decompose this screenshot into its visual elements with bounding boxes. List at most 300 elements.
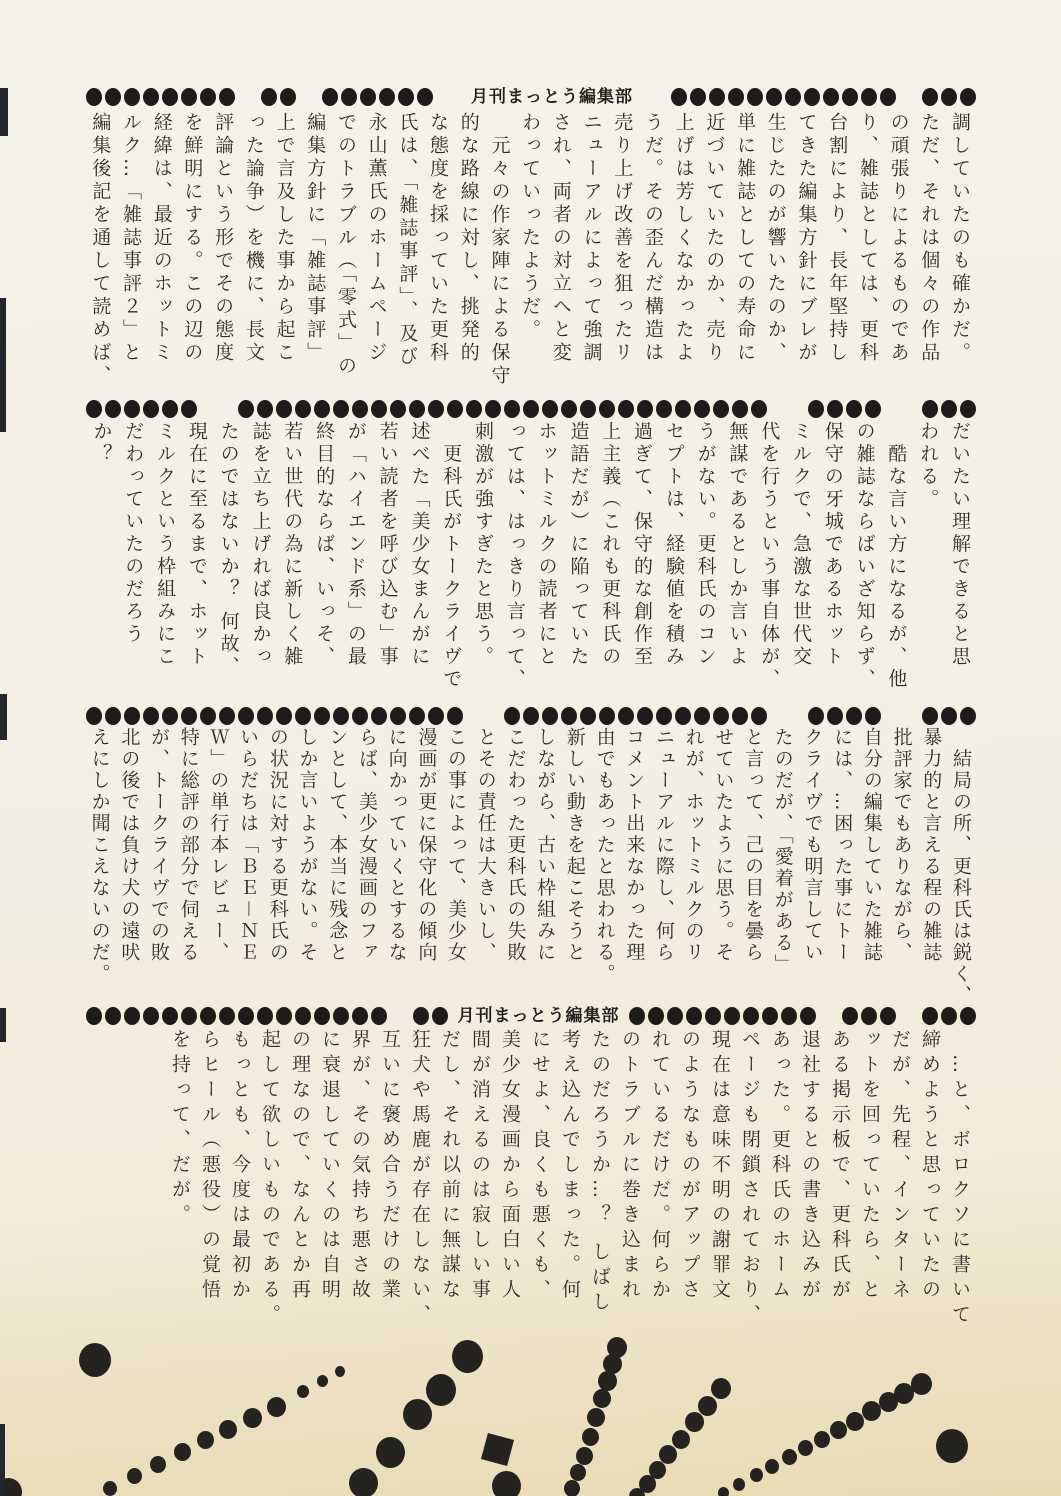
text-column: ットを回っていたら、と xyxy=(859,1029,881,1304)
ray-long-right-dot xyxy=(733,1478,745,1491)
text-column: ンとして、本当に残念と xyxy=(326,727,349,964)
separator-dot xyxy=(743,1007,759,1025)
separator-dot xyxy=(827,707,843,725)
separator-row-top xyxy=(86,87,976,107)
ray-big-column-dot xyxy=(349,1468,378,1496)
text-column: ミルクという枠組みにこ xyxy=(154,421,177,669)
separator-dot xyxy=(200,88,216,106)
separator-dot xyxy=(728,88,744,106)
ray-lower-left-dot xyxy=(267,1397,286,1417)
separator-dot xyxy=(86,88,102,106)
separator-dot xyxy=(808,707,824,725)
separator-dot xyxy=(485,400,501,418)
separator-dot-group xyxy=(86,1007,387,1025)
text-column: ルク…「雑誌事評２」と xyxy=(120,112,143,365)
text-column: この事によって、美少女 xyxy=(445,727,468,964)
separator-row-middle xyxy=(86,1006,976,1026)
ray-long-right-dot xyxy=(879,1392,898,1412)
separator-dot xyxy=(280,88,296,106)
text-column: 保守の牙城であるホット xyxy=(821,421,844,669)
text-column: 述べた「美少女まんがに xyxy=(408,421,431,669)
ray-mid-dot xyxy=(698,1396,717,1416)
separator-dot xyxy=(447,707,463,725)
text-block-2 xyxy=(85,421,975,705)
separator-dot xyxy=(432,1007,448,1025)
text-column: 現在は意味不明の謝罪文 xyxy=(709,1029,731,1304)
ray-lower-left-dot xyxy=(243,1408,262,1428)
separator-dot xyxy=(124,1007,140,1025)
separator-dot xyxy=(276,707,292,725)
separator-dot-group xyxy=(238,400,767,418)
separator-dot-group xyxy=(808,707,881,725)
separator-dot-group xyxy=(629,1007,816,1025)
separator-dot xyxy=(181,707,197,725)
separator-dot xyxy=(295,1007,311,1025)
separator-dot xyxy=(162,1007,178,1025)
ray-steep-dot xyxy=(593,1389,611,1408)
ray-long-right-dot xyxy=(894,1383,914,1404)
separator-dot-group xyxy=(86,707,463,725)
text-block-3 xyxy=(84,727,975,1005)
separator-dots-left xyxy=(86,1007,448,1025)
scan-edge-mark xyxy=(0,1424,5,1496)
separator-dot xyxy=(105,707,121,725)
separator-dot xyxy=(694,707,710,725)
text-column: 無謀であるとしか言いよ xyxy=(726,421,749,669)
separator-dot xyxy=(747,88,763,106)
separator-dot xyxy=(846,707,862,725)
text-column: われる。 xyxy=(917,421,940,511)
separator-dot xyxy=(781,1007,797,1025)
ray-long-right-dot xyxy=(814,1431,830,1448)
separator-dot xyxy=(352,1007,368,1025)
text-column: 暴力的と言える程の雑誌 xyxy=(920,727,943,964)
text-column: な態度を採っていた更科 xyxy=(427,112,450,365)
separator-dot xyxy=(618,400,634,418)
text-column: しながら、古い枠組みに xyxy=(534,727,557,964)
separator-dot xyxy=(295,707,311,725)
text-column: せていたように思う。そ xyxy=(712,727,735,964)
separator-dot xyxy=(808,400,824,418)
separator-dot xyxy=(261,88,277,106)
ray-lower-left-dot xyxy=(174,1443,191,1461)
separator-dot xyxy=(379,88,395,106)
ray-lower-left-dot xyxy=(127,1468,142,1484)
text-column: 自分の編集していた雑誌 xyxy=(860,727,883,964)
separator-dot xyxy=(390,707,406,725)
text-column: てきた編集方針にブレが xyxy=(795,112,818,365)
separator-dot xyxy=(352,400,368,418)
separator-dot xyxy=(713,400,729,418)
text-column: とその責任は大きいし、 xyxy=(474,727,497,964)
separator-dot xyxy=(333,707,349,725)
separator-dot xyxy=(766,88,782,106)
text-column: 評論という形でその態度 xyxy=(212,112,235,365)
text-column: 終目的ならば、いっそ、 xyxy=(313,421,336,669)
text-column: しか言いようがない。そ xyxy=(296,727,319,964)
separator-dot xyxy=(143,1007,159,1025)
separator-dot xyxy=(105,88,121,106)
text-column: たのだろうか…？ しばし xyxy=(589,1029,611,1317)
text-column: 誌を立ち上げれば良かっ xyxy=(249,421,272,669)
separator-dot xyxy=(413,1007,429,1025)
ray-steep-dot xyxy=(570,1464,586,1481)
text-column: Ｗ」の単行本レビュー、 xyxy=(207,727,230,964)
separator-dot xyxy=(804,88,820,106)
text-column: 経緯は、最近のホットミ xyxy=(150,112,173,365)
separator-dot xyxy=(709,88,725,106)
text-column: 批評家でもありながら、 xyxy=(890,727,913,964)
ray-steep-dot xyxy=(576,1447,593,1465)
diamond-shape xyxy=(480,1432,513,1465)
text-column: 上で言及した事から起こ xyxy=(273,112,296,365)
separator-dots-right xyxy=(629,1007,976,1025)
publication-header: 月刊まっとう編集部 xyxy=(471,87,633,107)
separator-dot xyxy=(960,707,976,725)
separator-dot xyxy=(732,400,748,418)
separator-dot xyxy=(371,1007,387,1025)
separator-dot-group xyxy=(922,88,976,106)
text-column: 生じたのが響いたのか、 xyxy=(764,112,787,365)
ray-mid-dot xyxy=(711,1378,731,1399)
text-column: にせよ、良くも悪くも、 xyxy=(529,1029,551,1304)
separator-dot xyxy=(219,88,235,106)
separator-dot xyxy=(629,1007,645,1025)
separator-dot xyxy=(675,400,691,418)
text-column: コメント出来なかった理 xyxy=(623,727,646,964)
text-column: だわっていたのだろう xyxy=(122,421,145,646)
separator-dot xyxy=(295,400,311,418)
separator-dot xyxy=(390,400,406,418)
text-column: の理なので、なんとか再 xyxy=(289,1029,311,1304)
ray-lower-left-dot xyxy=(335,1366,345,1377)
ray-steep-dot xyxy=(587,1408,605,1427)
text-column: に衰退していくのは自明 xyxy=(319,1029,341,1304)
separator-dot xyxy=(648,1007,664,1025)
separator-dot-group xyxy=(413,1007,448,1025)
text-column: れが、ホットミルクのリ xyxy=(682,727,705,964)
ray-lower-left-dot xyxy=(297,1385,309,1398)
separator-dot-group xyxy=(261,88,296,106)
text-column: 特に総評の部分で伺える xyxy=(177,727,200,964)
text-column: 更科氏がトークライヴで xyxy=(440,421,463,691)
ray-lower-left-dot xyxy=(219,1420,237,1439)
ray-long-right-dot xyxy=(798,1440,813,1456)
separator-dot xyxy=(238,400,254,418)
separator-dot xyxy=(86,400,102,418)
text-column: 漫画が更に保守化の傾向 xyxy=(415,727,438,964)
text-column: ニューアルに際し、何ら xyxy=(652,727,675,964)
separator-dot xyxy=(637,400,653,418)
separator-dot xyxy=(257,707,273,725)
ray-below-diamond-dot xyxy=(492,1471,521,1496)
text-column: 上げは芳しくなかったよ xyxy=(672,112,695,365)
scan-edge-mark xyxy=(0,1008,6,1042)
separator-dots-right xyxy=(671,88,976,106)
separator-dot xyxy=(865,707,881,725)
ray-long-right-dot xyxy=(862,1401,881,1421)
text-column: ニューアルによって強調 xyxy=(580,112,603,365)
separator-dot xyxy=(960,1007,976,1025)
text-column: 考え込んでしまった。何 xyxy=(559,1029,581,1304)
ray-steep-dot xyxy=(603,1354,622,1374)
separator-dot-group xyxy=(842,1007,896,1025)
separator-dot xyxy=(447,400,463,418)
text-column: が、トークライヴでの敗 xyxy=(148,727,171,964)
separator-dot xyxy=(200,1007,216,1025)
separator-dot xyxy=(276,400,292,418)
text-column: 若い世代の為に新しく雑 xyxy=(281,421,304,669)
separator-dot xyxy=(842,1007,858,1025)
text-column: うだ。その歪んだ構造は xyxy=(641,112,664,365)
text-column: たのではないか？ 何故、 xyxy=(217,421,240,679)
ray-steep-dot xyxy=(564,1480,580,1496)
text-column: 美少女漫画から面白い人 xyxy=(499,1029,521,1304)
separator-dot xyxy=(724,1007,740,1025)
text-column: ミルクで、急激な世代交 xyxy=(790,421,813,669)
separator-dot-group xyxy=(671,88,896,106)
text-column: 代を行うという事自体が、 xyxy=(758,421,781,691)
ray-long-right-dot xyxy=(750,1468,763,1482)
separator-dot xyxy=(333,400,349,418)
separator-dot xyxy=(409,400,425,418)
text-column: 結局の所、更科氏は鋭く、 xyxy=(950,727,972,1007)
separator-dot xyxy=(143,400,159,418)
text-column: の頑張りによるものであ xyxy=(887,112,910,365)
separator-dot xyxy=(124,707,140,725)
ray-long-right-dot xyxy=(765,1459,779,1474)
separator-dot xyxy=(257,1007,273,1025)
text-column: えにしか聞こえないのだ。 xyxy=(88,727,111,985)
ray-steep-dot xyxy=(598,1371,617,1391)
separator-dot xyxy=(341,88,357,106)
separator-row-2 xyxy=(86,399,976,419)
text-column: 締めようと思っていたの xyxy=(919,1029,941,1304)
ray-left-big-dot-dot xyxy=(79,1343,111,1377)
text-column: …と、ボロクソに書いて xyxy=(949,1029,971,1329)
separator-dot xyxy=(219,1007,235,1025)
text-column: 由でもあったと思われる。 xyxy=(593,727,616,985)
text-column: 過ぎて、保守的な創作至 xyxy=(631,421,654,669)
separator-dot xyxy=(371,707,387,725)
separator-dot xyxy=(751,400,767,418)
separator-dot-group xyxy=(86,88,235,106)
ray-lower-left-dot xyxy=(197,1431,214,1449)
separator-dot xyxy=(705,1007,721,1025)
text-column: だが、先程、インターネ xyxy=(889,1029,911,1304)
text-column: ページも閉鎖されており、 xyxy=(739,1029,761,1329)
text-column: 現在に至るまで、ホット xyxy=(185,421,208,669)
separator-dot xyxy=(322,88,338,106)
separator-dot-group xyxy=(808,400,881,418)
ray-lower-left-dot xyxy=(103,1481,117,1496)
separator-dot xyxy=(785,88,801,106)
separator-dot xyxy=(561,400,577,418)
separator-dot xyxy=(143,88,159,106)
separator-dot xyxy=(200,707,216,725)
text-column: され、両者の対立へと変 xyxy=(549,112,572,365)
separator-dot xyxy=(960,400,976,418)
ray-mid-dot xyxy=(629,1488,645,1496)
text-column: のようなものがアップさ xyxy=(679,1029,701,1304)
separator-dot xyxy=(238,1007,254,1025)
separator-dot xyxy=(922,400,938,418)
text-column: か？ xyxy=(90,421,113,466)
text-column: らヒール（悪役）の覚悟 xyxy=(199,1029,221,1304)
separator-dot xyxy=(105,1007,121,1025)
text-column: の雑誌ならばいざ知らず、 xyxy=(853,421,876,691)
text-column: 新しい動きを起こそうと xyxy=(563,727,586,964)
separator-dot xyxy=(656,707,672,725)
scan-edge-mark xyxy=(0,694,7,740)
text-column: 台割により、長年堅持し xyxy=(826,112,849,365)
text-block-1 xyxy=(85,112,975,402)
ray-mid-dot xyxy=(639,1475,656,1493)
separator-dot-group xyxy=(86,400,197,418)
separator-dot xyxy=(360,88,376,106)
text-column: り、雑誌としては、更科 xyxy=(856,112,879,365)
separator-dot xyxy=(941,1007,957,1025)
separator-dot xyxy=(599,400,615,418)
separator-dot xyxy=(523,707,539,725)
separator-dot xyxy=(124,400,140,418)
separator-dot xyxy=(219,707,235,725)
separator-dot xyxy=(276,1007,292,1025)
separator-dot xyxy=(561,707,577,725)
separator-dot xyxy=(428,400,444,418)
text-column: った論争）を機に、長文 xyxy=(242,112,265,365)
separator-dot xyxy=(124,88,140,106)
separator-dot xyxy=(143,707,159,725)
ray-long-right-dot xyxy=(718,1487,729,1496)
separator-dot xyxy=(409,707,425,725)
separator-dot xyxy=(922,707,938,725)
separator-dot xyxy=(941,400,957,418)
separator-dot xyxy=(580,707,596,725)
separator-dot xyxy=(656,400,672,418)
ray-lower-left-dot xyxy=(150,1456,166,1473)
publication-header-middle: 月刊まっとう編集部 xyxy=(457,1006,620,1026)
text-column: こだわった更科氏の失敗 xyxy=(504,727,527,964)
text-column: ある掲示板で、更科氏が xyxy=(829,1029,851,1304)
separator-dot xyxy=(162,88,178,106)
separator-dot xyxy=(751,707,767,725)
separator-dot xyxy=(800,1007,816,1025)
separator-dot xyxy=(713,707,729,725)
text-column: 起して欲しいものである。 xyxy=(259,1029,281,1329)
separator-dot xyxy=(86,1007,102,1025)
separator-dot xyxy=(637,707,653,725)
text-column: 造語だが）に陥っていた xyxy=(567,421,590,669)
separator-dot-group xyxy=(322,88,433,106)
text-column: れているだけだ。何らか xyxy=(649,1029,671,1304)
separator-dot xyxy=(941,707,957,725)
text-column: 刺激が強すぎたと思う。 xyxy=(472,421,495,669)
text-column: 界が、その気持ち悪さ故 xyxy=(349,1029,371,1304)
ray-big-column-dot xyxy=(403,1399,432,1430)
text-column: うがない。更科氏のコン xyxy=(694,421,717,669)
text-column: 編集方針に「雑誌事評」 xyxy=(304,112,327,365)
text-column: っては、はっきり言って、 xyxy=(503,421,526,691)
separator-dot xyxy=(865,400,881,418)
separator-dot xyxy=(960,88,976,106)
ray-long-right-dot xyxy=(911,1373,932,1395)
text-column: わっていったようだ。 xyxy=(519,112,542,342)
separator-dot xyxy=(398,88,414,106)
ray-lower-left-dot xyxy=(317,1375,328,1387)
text-column: たのだが、「愛着がある」 xyxy=(771,727,794,976)
corner-partial-dot-dot xyxy=(0,1478,22,1496)
text-column: 上主義（これも更科氏の xyxy=(599,421,622,669)
text-column: 元々の作家陣による保守 xyxy=(488,112,511,388)
text-column: 的な路線に対し、挑発的 xyxy=(457,112,480,365)
text-column: だし、それ以前に無謀な xyxy=(439,1029,461,1304)
ray-steep-dot xyxy=(582,1428,599,1446)
separator-dot xyxy=(504,400,520,418)
separator-dot xyxy=(827,400,843,418)
separator-dot xyxy=(675,707,691,725)
text-column: 若い読者を呼び込む」事 xyxy=(376,421,399,669)
separator-dot xyxy=(238,707,254,725)
separator-dot xyxy=(257,400,273,418)
ray-long-right-dot xyxy=(782,1449,797,1465)
separator-dot xyxy=(922,88,938,106)
scan-edge-mark xyxy=(0,298,6,432)
separator-dot xyxy=(162,707,178,725)
separator-dot xyxy=(842,88,858,106)
separator-dot xyxy=(762,1007,778,1025)
scan-edge-mark xyxy=(0,88,8,136)
separator-dot xyxy=(667,1007,683,1025)
text-column: 永山薫氏のホームページ xyxy=(365,112,388,365)
text-column: のトラブルに巻き込まれ xyxy=(619,1029,641,1304)
separator-dot-group xyxy=(922,400,976,418)
separator-dot-group xyxy=(922,1007,976,1025)
text-column: もっとも、今度は最初か xyxy=(229,1029,251,1304)
text-column: でのトラブル（「零式」の xyxy=(334,112,357,379)
text-column: 狂犬や馬鹿が存在しない、 xyxy=(409,1029,431,1329)
separator-dot xyxy=(580,400,596,418)
separator-dot xyxy=(181,88,197,106)
ray-mid-dot xyxy=(659,1445,677,1464)
text-column: 酷な言い方になるが、他 xyxy=(885,421,908,691)
separator-dot xyxy=(671,88,687,106)
separator-dot xyxy=(105,400,121,418)
text-column: だいたい理解できると思 xyxy=(949,421,971,669)
separator-dot xyxy=(690,88,706,106)
text-column: には、…困った事にトー xyxy=(831,727,854,964)
ray-long-right-dot xyxy=(830,1421,847,1439)
separator-dot xyxy=(314,707,330,725)
text-column: 北の後では負け犬の遠吠 xyxy=(118,727,141,964)
separator-dot xyxy=(162,400,178,418)
separator-dot xyxy=(504,707,520,725)
ray-right-big-dot-dot xyxy=(936,1429,968,1463)
separator-dot xyxy=(880,1007,896,1025)
separator-row-3 xyxy=(86,706,976,726)
text-column: セプトは、経験値を積み xyxy=(662,421,685,669)
separator-dots-left xyxy=(86,88,433,106)
separator-dot xyxy=(599,707,615,725)
separator-dot xyxy=(686,1007,702,1025)
text-column: 退社するとの書き込みが xyxy=(799,1029,821,1304)
separator-dot xyxy=(352,707,368,725)
separator-dot xyxy=(694,400,710,418)
text-column: が「ハイエンド系」の最 xyxy=(344,421,367,669)
separator-dot xyxy=(941,88,957,106)
text-column: らば、美少女漫画のファ xyxy=(355,727,378,964)
text-column: の状況に対する更科氏の xyxy=(266,727,289,964)
